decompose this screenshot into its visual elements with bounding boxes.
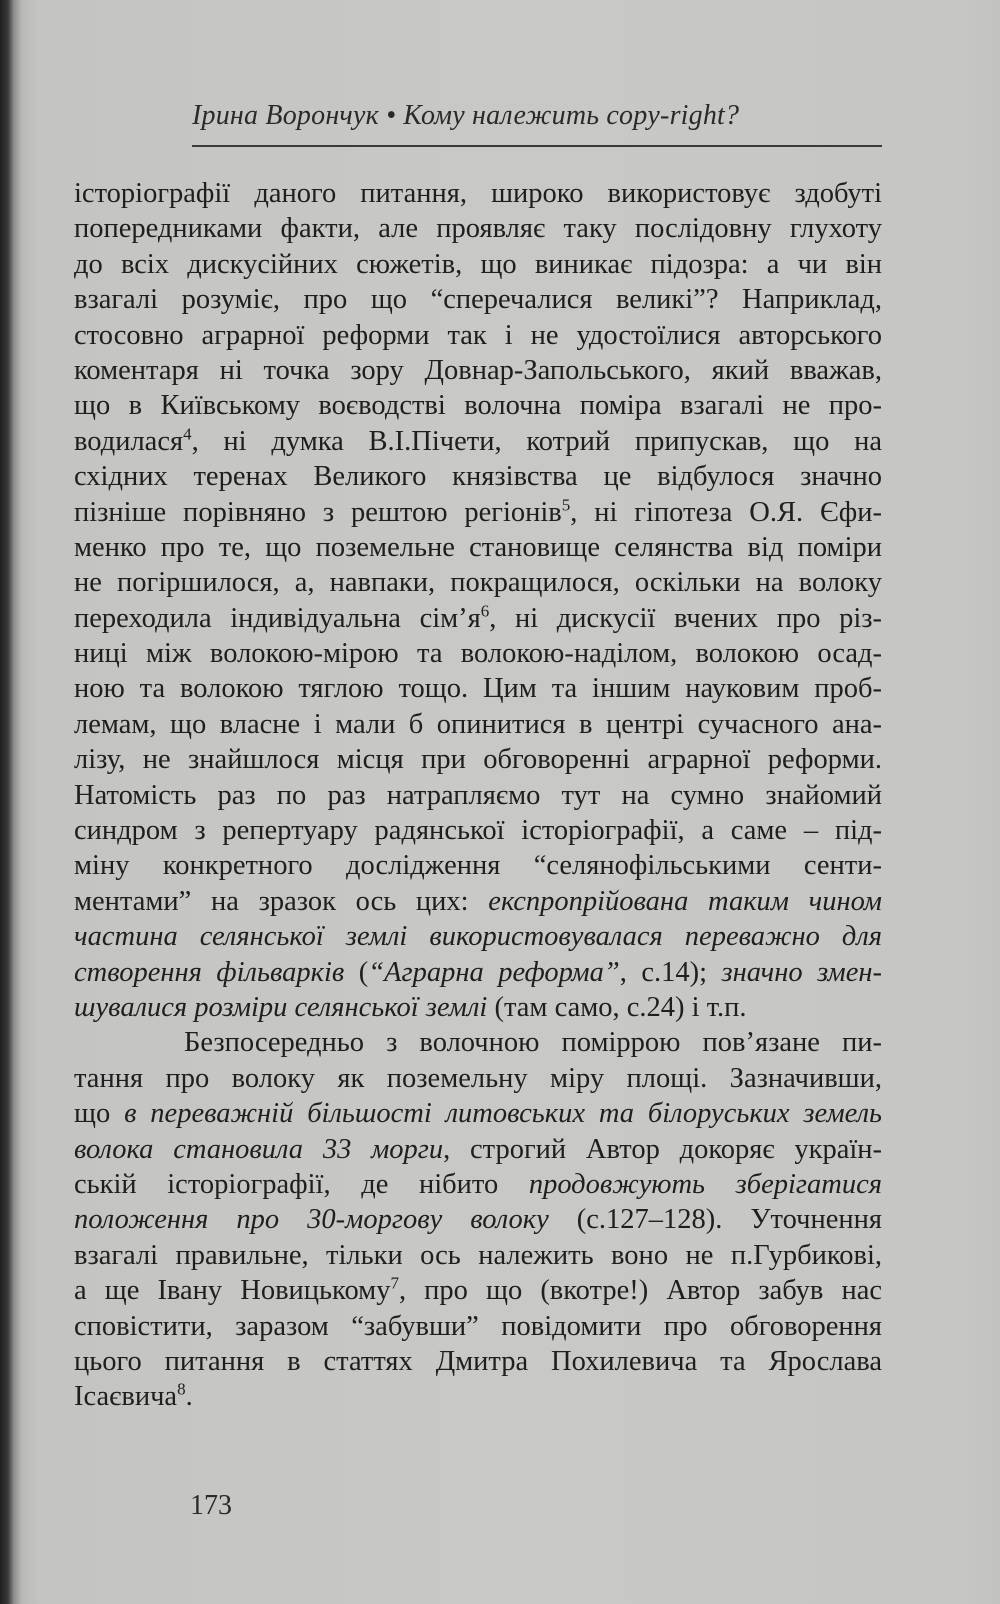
text-line: сповістити, заразом “забувши” повідомити про обговорення <box>74 1310 882 1342</box>
text-fragment: , ні дискусії вчених про різ- <box>489 602 883 634</box>
text-line <box>74 1379 882 1414</box>
text-fragment: а ще Івану Новицькому <box>74 1275 391 1307</box>
text-fragment: водилася <box>74 425 184 457</box>
italic-quote: продовжують зберігатися <box>528 1168 882 1200</box>
text-line: тання про волоку як поземельну міру площі. Зазначивши, <box>74 1062 882 1094</box>
text-line: лізу, не знайшлося місця при обговоренні аграрної реформи. <box>74 744 882 776</box>
text-fragment: , ні думка В.І.Пічети, котрий припускав, що на <box>191 425 882 457</box>
text-line: Безпосередньо з волочною поміррою пов’язане пи- <box>184 1027 882 1059</box>
text-fragment: ментами” на зразок ось цих: <box>74 885 489 917</box>
text-line: взагалі розуміє, про що “сперечалися великі”? Наприклад, <box>74 284 882 316</box>
page-number: 173 <box>190 1490 232 1521</box>
text-line: попередниками факти, але проявляє таку послідовну глухоту <box>74 213 882 245</box>
text-line: ною та волокою тяглою тощо. Цим та іншим науковим проб- <box>74 673 882 705</box>
text-line <box>74 1167 882 1202</box>
text-fragment: ( <box>344 956 369 988</box>
text-fragment: , ні гіпотеза О.Я. Єфи- <box>570 496 882 528</box>
text-fragment: що <box>74 1098 125 1130</box>
text-line: східних теренах Великого князівства це відбулося значно <box>74 461 882 493</box>
text-line: синдром з репертуару радянської історіографії, а саме – під- <box>74 815 882 847</box>
italic-quote: створення фільварків <box>74 956 345 988</box>
italic-quote: шувалися розміри селянської землі <box>74 991 488 1023</box>
text-fragment: (с.127–128). Уточнення <box>548 1204 883 1236</box>
text-line: ниці між волокою-мірою та волокою-наділом, волокою осад- <box>74 638 882 670</box>
text-line <box>74 424 882 459</box>
italic-citation: “Аграрна реформа” <box>368 956 620 988</box>
text-fragment: . <box>185 1381 193 1413</box>
italic-quote: значно змен- <box>721 956 882 988</box>
footnote-ref[interactable]: 4 <box>183 424 192 444</box>
text-fragment: пізніше порівняно з рештою регіонів <box>74 496 562 528</box>
text-line: стосовно аграрної реформи так і не удостоїлися авторського <box>74 319 882 351</box>
text-line: лемам, що власне і мали б опинитися в центрі сучасного ана- <box>74 708 882 740</box>
text-line <box>74 1096 882 1131</box>
text-line <box>74 1273 882 1308</box>
text-fragment: , с.14); <box>619 956 722 988</box>
text-line: Натомість раз по раз натрапляємо тут на сумно знайомий <box>74 779 882 811</box>
footnote-ref[interactable]: 8 <box>177 1379 186 1399</box>
text-line: міну конкретного дослідження “селянофільськими сенти- <box>74 850 882 882</box>
header-rule <box>192 145 882 147</box>
footnote-ref[interactable]: 7 <box>390 1273 399 1293</box>
text-fragment: , строгий Автор докоряє україн- <box>443 1133 883 1165</box>
text-line: цього питання в статтях Дмитра Похилевича та Ярослава <box>74 1345 882 1377</box>
text-line <box>74 601 882 636</box>
italic-quote: в переважній більшості литовських та білоруських земель <box>124 1098 882 1130</box>
text-fragment: ській історіографії, де нібито <box>74 1168 529 1200</box>
text-line: історіографії даного питання, широко використовує здобуті <box>74 178 882 209</box>
text-line <box>74 495 882 530</box>
text-line <box>74 1202 882 1237</box>
text-line: до всіх дискусійних сюжетів, що виникає підозра: а чи він <box>74 248 882 280</box>
footnote-ref[interactable]: 6 <box>480 601 490 621</box>
italic-quote: волока становила 33 морги <box>74 1133 444 1165</box>
text-line: не погіршилося, а, навпаки, покращилося, оскільки на волоку <box>74 567 882 599</box>
text-line <box>74 990 882 1025</box>
text-fragment: Ісаєвича <box>74 1381 178 1413</box>
text-line: менко про те, що поземельне становище селянства від поміри <box>74 531 882 563</box>
italic-quote: положення про 30-моргову волоку <box>74 1204 549 1236</box>
text-line <box>74 955 882 990</box>
text-fragment: , про що (вкотре!) Автор забув нас <box>398 1275 883 1307</box>
text-fragment: (там само, с.24) і т.п. <box>487 991 747 1023</box>
text-line: що в Київському воєводстві волочна поміра взагалі не про- <box>74 390 882 422</box>
text-fragment: переходила індивідуальна сім’я <box>74 602 481 634</box>
text-line: взагалі правильне, тільки ось належить воно не п.Гурбикові, <box>74 1239 882 1271</box>
running-head: Ірина Ворончук • Кому належить copy-right? <box>192 100 740 131</box>
italic-quote: експропрійована таким чином <box>488 885 882 917</box>
body-text <box>74 176 882 1415</box>
text-line <box>74 884 882 919</box>
footnote-ref[interactable]: 5 <box>561 495 571 515</box>
text-line: коментаря ні точка зору Довнар-Запольського, який вважав, <box>74 354 882 386</box>
italic-quote-line: частина селянської землі використовувалася переважно для <box>74 921 882 953</box>
text-line <box>74 1132 882 1167</box>
